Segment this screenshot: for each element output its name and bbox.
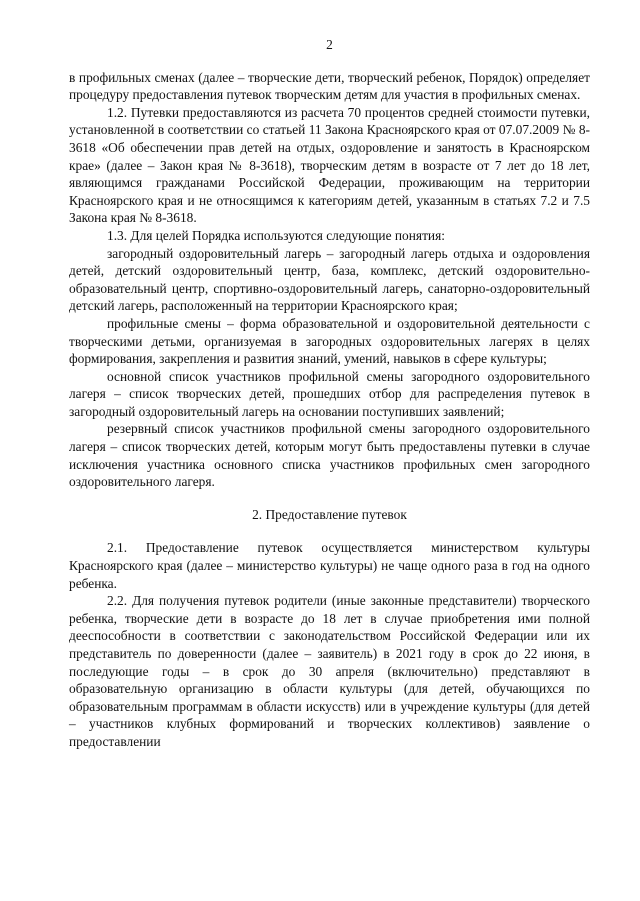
definition-profile-shifts: профильные смены – форма образовательной и оздоровительной деятельности с творческими детьми, организуемая в загородных оздоровительных лагерях в целях формирования, закрепления и развития знаний, умений, навыков в сфере культуры;: [69, 315, 590, 367]
paragraph-1-2: 1.2. Путевки предоставляются из расчета 70 процентов средней стоимости путевки, установленной в соответствии со статьей 11 Закона Красноярского края от 07.07.2009 № 8-3618 «Об обеспечении прав детей на отдых, оздоровление и занятость в Красноярском крае» (далее – Закон края № 8-3618), творческим детям в возрасте от 7 лет до 18 лет, являющимся гражданами Российской Федерации, проживающим на территории Красноярского края и не относящимся к категориям детей, указанным в статьях 7.2 и 7.5 Закона края № 8-3618.: [69, 104, 590, 226]
paragraph-1-3: 1.3. Для целей Порядка используются следующие понятия:: [107, 227, 445, 243]
definition-main-list: основной список участников профильной смены загородного оздоровительного лагеря – список творческих детей, прошедших отбор для распределения путевок в загородный оздоровительный лагерь на основании поступивших заявлений;: [69, 368, 590, 419]
page-number: 2: [326, 37, 333, 52]
section-heading: 2. Предоставление путевок: [252, 506, 407, 522]
paragraph-2-1: 2.1. Предоставление путевок осуществляется министерством культуры Красноярского края (далее – министерство культуры) не чаще одного раза в год на одного ребенка.: [69, 540, 590, 591]
definition-reserve-list: резервный список участников профильной смены загородного оздоровительного лагеря – список творческих детей, которым могут быть предоставлены путевки в случае исключения участника основного списка участников профильных смен загородного оздоровительного лагеря.: [69, 421, 590, 490]
paragraph-intro: в профильных сменах (далее – творческие дети, творческий ребенок, Порядок) определяет процедуру предоставления путевок творческим детям для участия в профильных сменах.: [69, 69, 590, 103]
definition-camp: загородный оздоровительный лагерь – загородный лагерь отдыха и оздоровления детей, детский оздоровительный центр, база, комплекс, детский оздоровительно-образовательный центр, спортивно-оздоровительный лагерь, санаторно-оздоровительный детский лагерь, расположенный на территории Красноярского края;: [69, 245, 590, 314]
paragraph-2-2: 2.2. Для получения путевок родители (иные законные представители) творческого ребенка, творческие дети в возрасте до 18 лет в случае приобретения ими полной дееспособности в соответствии с законодательством Российской Федерации или их представитель по доверенности (далее – заявитель) в 2021 году в срок до 22 июня, в последующие годы – в срок до 30 апреля (включительно) представляют в образовательную организацию в области культуры (для детей, обучающихся по образовательным программам в области искусств) или в учреждение культуры (для детей – участников клубных формирований и творческих коллективов) заявление о предоставлении: [69, 593, 590, 749]
